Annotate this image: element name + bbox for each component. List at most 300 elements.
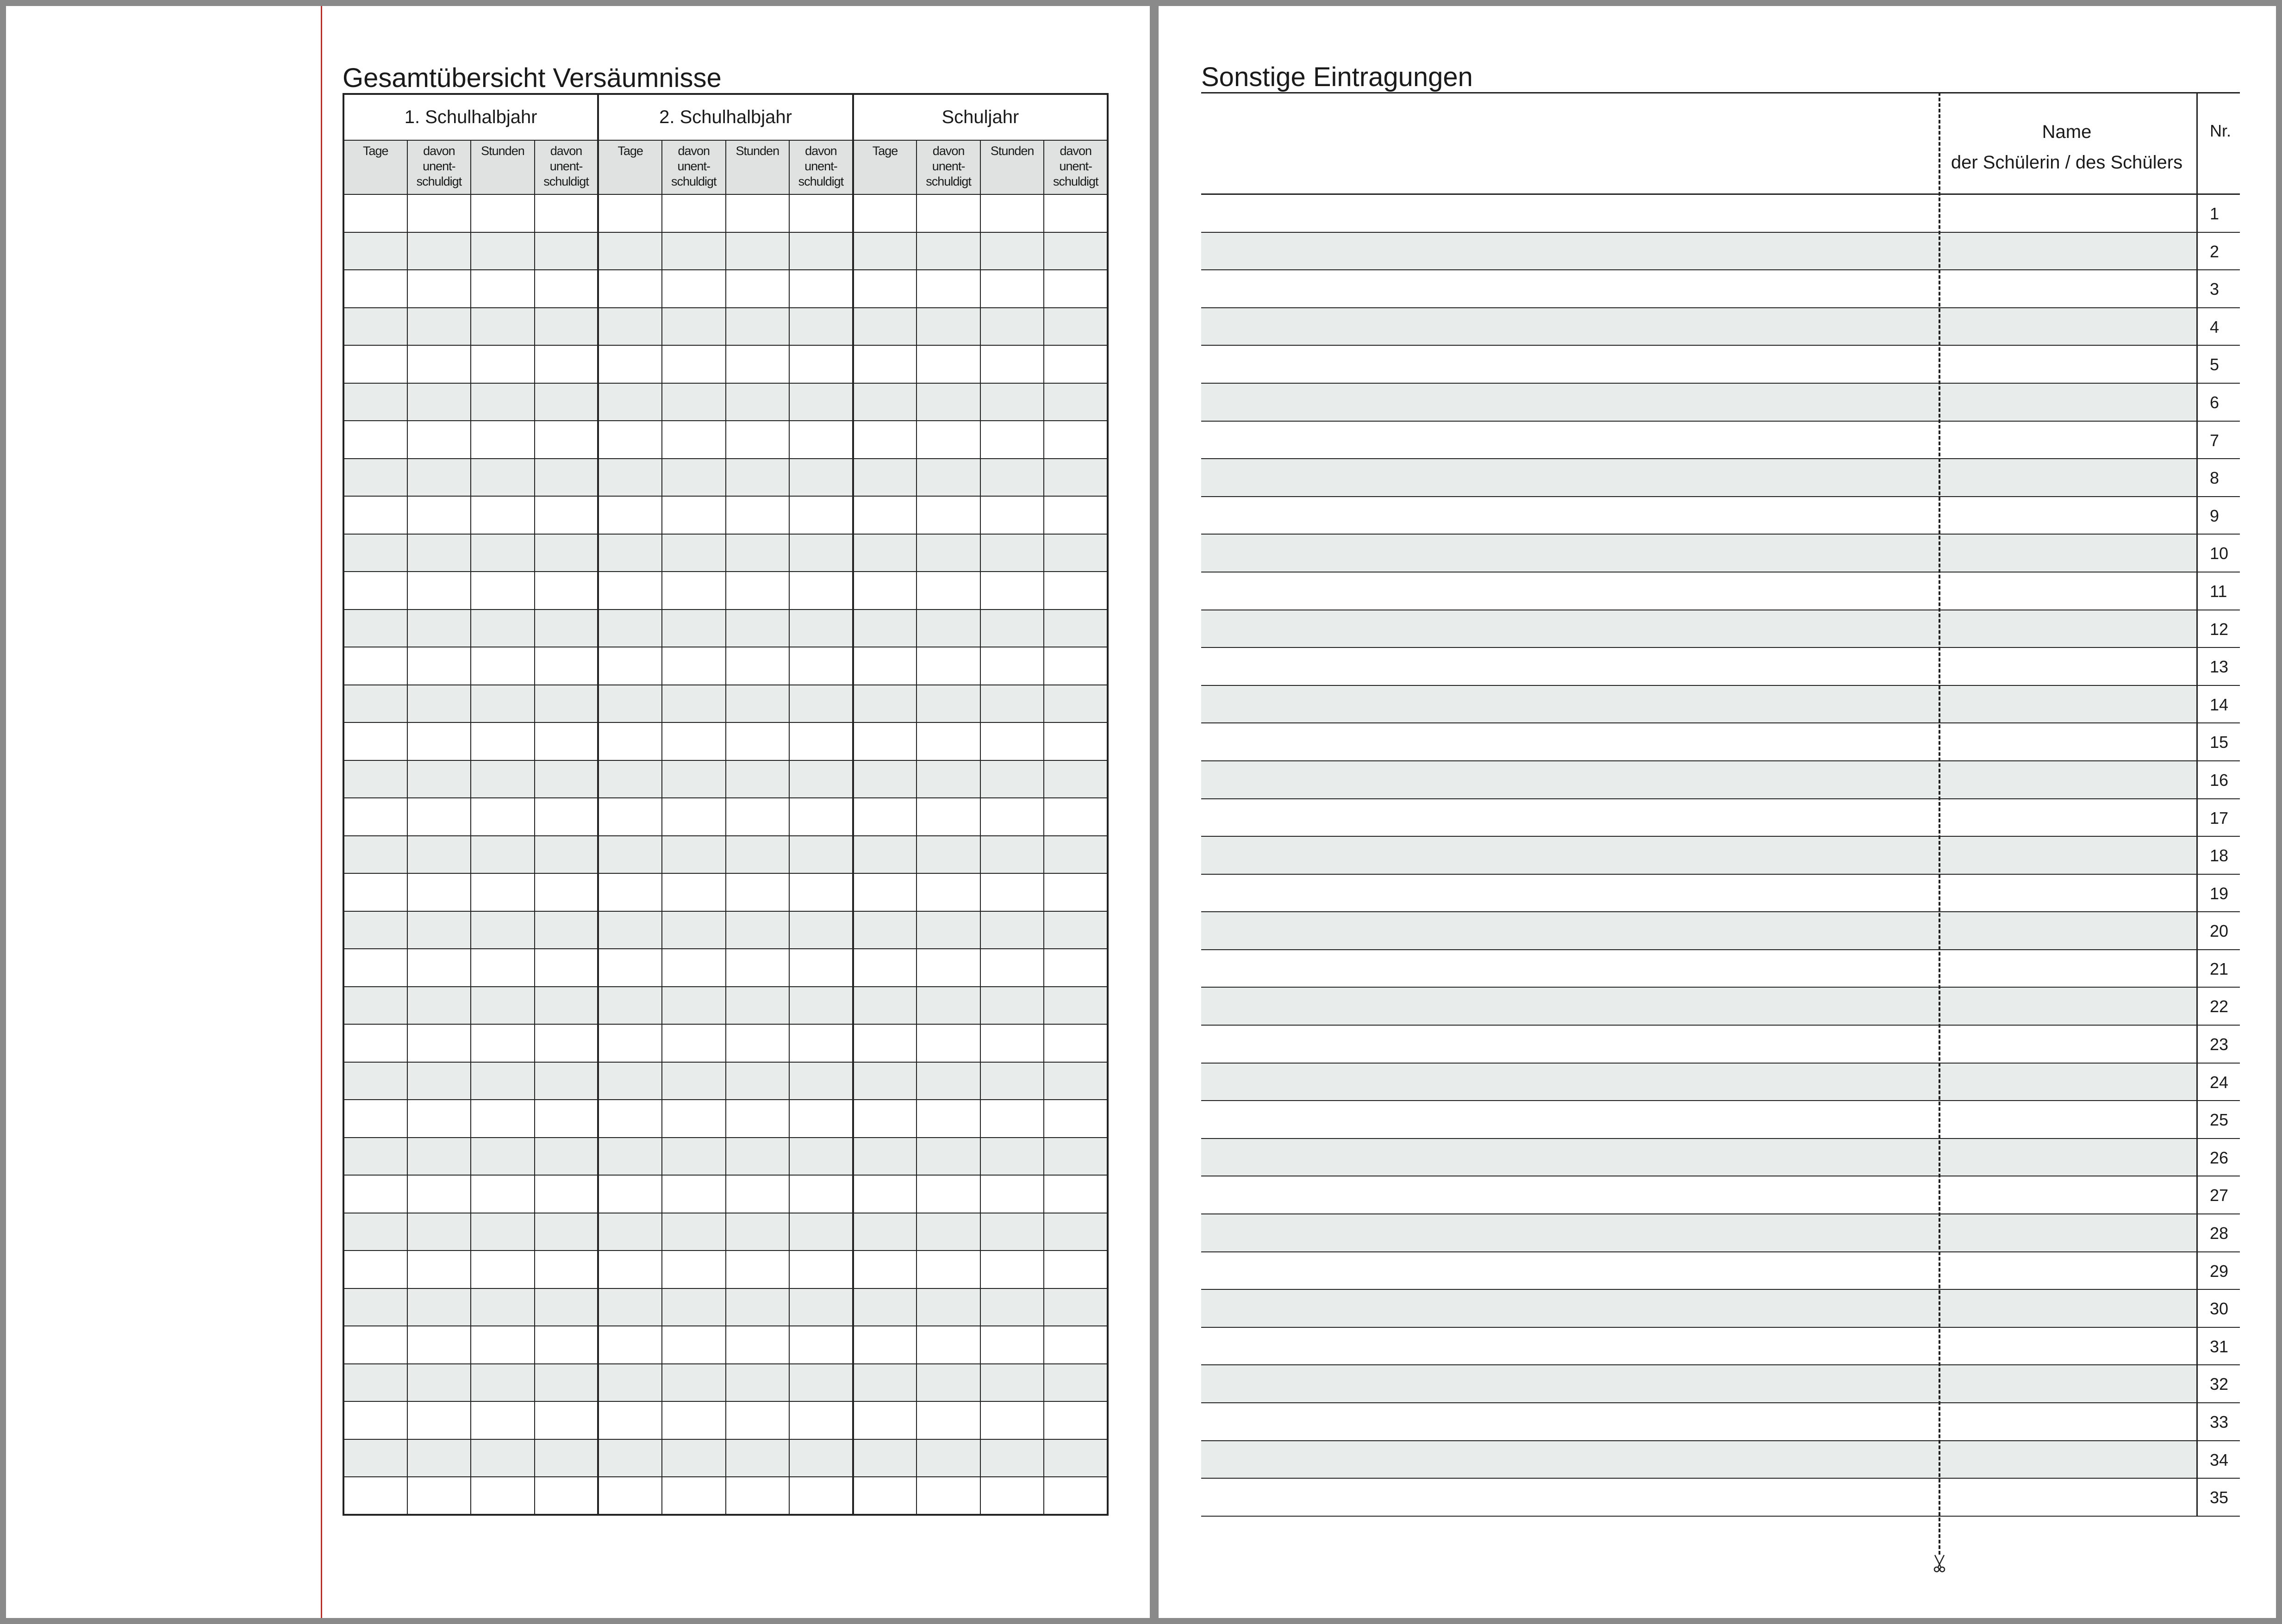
table-cell[interactable] bbox=[407, 496, 471, 534]
table-cell[interactable] bbox=[853, 911, 917, 949]
table-cell[interactable] bbox=[1044, 534, 1108, 572]
table-cell[interactable] bbox=[598, 911, 662, 949]
table-cell[interactable] bbox=[726, 1477, 790, 1515]
table-cell[interactable] bbox=[662, 760, 726, 798]
table-cell[interactable] bbox=[471, 1401, 535, 1439]
entry-text-field[interactable] bbox=[1201, 610, 1937, 647]
table-cell[interactable] bbox=[917, 760, 980, 798]
table-cell[interactable] bbox=[535, 685, 599, 723]
entry-student-name-field[interactable] bbox=[1937, 988, 2196, 1025]
table-cell[interactable] bbox=[853, 1401, 917, 1439]
table-cell[interactable] bbox=[853, 1439, 917, 1477]
table-cell[interactable] bbox=[407, 1288, 471, 1326]
table-cell[interactable] bbox=[535, 270, 599, 308]
table-cell[interactable] bbox=[471, 270, 535, 308]
table-cell[interactable] bbox=[407, 1439, 471, 1477]
table-cell[interactable] bbox=[662, 308, 726, 346]
table-cell[interactable] bbox=[980, 836, 1044, 874]
table-cell[interactable] bbox=[853, 685, 917, 723]
table-cell[interactable] bbox=[980, 459, 1044, 497]
table-cell[interactable] bbox=[407, 345, 471, 383]
table-cell[interactable] bbox=[853, 836, 917, 874]
table-cell[interactable] bbox=[726, 647, 790, 685]
table-cell[interactable] bbox=[789, 421, 853, 459]
entry-student-name-field[interactable] bbox=[1937, 799, 2196, 836]
table-cell[interactable] bbox=[598, 383, 662, 421]
table-cell[interactable] bbox=[1044, 1288, 1108, 1326]
table-cell[interactable] bbox=[471, 987, 535, 1025]
table-cell[interactable] bbox=[980, 308, 1044, 346]
table-cell[interactable] bbox=[789, 1477, 853, 1515]
entry-student-name-field[interactable] bbox=[1937, 572, 2196, 610]
table-cell[interactable] bbox=[407, 610, 471, 647]
table-cell[interactable] bbox=[980, 1401, 1044, 1439]
table-cell[interactable] bbox=[535, 572, 599, 610]
table-cell[interactable] bbox=[662, 647, 726, 685]
table-cell[interactable] bbox=[917, 572, 980, 610]
table-cell[interactable] bbox=[407, 1024, 471, 1062]
table-cell[interactable] bbox=[980, 610, 1044, 647]
table-cell[interactable] bbox=[980, 232, 1044, 270]
entry-student-name-field[interactable] bbox=[1937, 761, 2196, 798]
table-cell[interactable] bbox=[853, 270, 917, 308]
table-cell[interactable] bbox=[853, 345, 917, 383]
table-cell[interactable] bbox=[980, 1364, 1044, 1402]
table-cell[interactable] bbox=[1044, 1326, 1108, 1364]
table-cell[interactable] bbox=[598, 1024, 662, 1062]
table-cell[interactable] bbox=[535, 232, 599, 270]
table-cell[interactable] bbox=[343, 949, 407, 987]
table-cell[interactable] bbox=[598, 647, 662, 685]
table-cell[interactable] bbox=[535, 873, 599, 911]
table-cell[interactable] bbox=[662, 496, 726, 534]
table-cell[interactable] bbox=[407, 232, 471, 270]
table-cell[interactable] bbox=[535, 1251, 599, 1288]
entry-text-field[interactable] bbox=[1201, 195, 1937, 232]
table-cell[interactable] bbox=[980, 421, 1044, 459]
table-cell[interactable] bbox=[535, 836, 599, 874]
table-cell[interactable] bbox=[343, 534, 407, 572]
table-cell[interactable] bbox=[598, 572, 662, 610]
table-cell[interactable] bbox=[535, 911, 599, 949]
entry-text-field[interactable] bbox=[1201, 723, 1937, 760]
table-cell[interactable] bbox=[662, 572, 726, 610]
table-cell[interactable] bbox=[662, 1213, 726, 1251]
table-cell[interactable] bbox=[726, 534, 790, 572]
table-cell[interactable] bbox=[598, 1213, 662, 1251]
table-cell[interactable] bbox=[535, 1288, 599, 1326]
table-cell[interactable] bbox=[853, 496, 917, 534]
table-cell[interactable] bbox=[662, 1439, 726, 1477]
table-cell[interactable] bbox=[1044, 760, 1108, 798]
table-cell[interactable] bbox=[407, 685, 471, 723]
table-cell[interactable] bbox=[726, 1439, 790, 1477]
table-cell[interactable] bbox=[343, 1439, 407, 1477]
entry-student-name-field[interactable] bbox=[1937, 1365, 2196, 1402]
entry-text-field[interactable] bbox=[1201, 308, 1937, 345]
table-cell[interactable] bbox=[343, 1477, 407, 1515]
table-cell[interactable] bbox=[662, 1326, 726, 1364]
entry-text-field[interactable] bbox=[1201, 1441, 1937, 1478]
table-cell[interactable] bbox=[1044, 836, 1108, 874]
table-cell[interactable] bbox=[535, 722, 599, 760]
table-cell[interactable] bbox=[1044, 610, 1108, 647]
table-cell[interactable] bbox=[343, 308, 407, 346]
table-cell[interactable] bbox=[917, 459, 980, 497]
entry-text-field[interactable] bbox=[1201, 761, 1937, 798]
table-cell[interactable] bbox=[662, 1062, 726, 1100]
table-cell[interactable] bbox=[598, 1364, 662, 1402]
table-cell[interactable] bbox=[471, 1477, 535, 1515]
table-cell[interactable] bbox=[407, 760, 471, 798]
table-cell[interactable] bbox=[917, 421, 980, 459]
table-cell[interactable] bbox=[471, 1251, 535, 1288]
table-cell[interactable] bbox=[535, 345, 599, 383]
table-cell[interactable] bbox=[1044, 232, 1108, 270]
table-cell[interactable] bbox=[726, 270, 790, 308]
table-cell[interactable] bbox=[980, 1326, 1044, 1364]
table-cell[interactable] bbox=[535, 1477, 599, 1515]
table-cell[interactable] bbox=[343, 345, 407, 383]
table-cell[interactable] bbox=[662, 1175, 726, 1213]
entry-student-name-field[interactable] bbox=[1937, 195, 2196, 232]
table-cell[interactable] bbox=[789, 1401, 853, 1439]
table-cell[interactable] bbox=[917, 1401, 980, 1439]
table-cell[interactable] bbox=[662, 1477, 726, 1515]
table-cell[interactable] bbox=[789, 647, 853, 685]
table-cell[interactable] bbox=[662, 949, 726, 987]
entry-student-name-field[interactable] bbox=[1937, 233, 2196, 270]
entry-text-field[interactable] bbox=[1201, 1176, 1937, 1213]
table-cell[interactable] bbox=[1044, 1477, 1108, 1515]
table-cell[interactable] bbox=[598, 194, 662, 232]
table-cell[interactable] bbox=[853, 949, 917, 987]
table-cell[interactable] bbox=[853, 987, 917, 1025]
table-cell[interactable] bbox=[598, 1251, 662, 1288]
table-cell[interactable] bbox=[407, 383, 471, 421]
table-cell[interactable] bbox=[1044, 308, 1108, 346]
table-cell[interactable] bbox=[726, 911, 790, 949]
table-cell[interactable] bbox=[980, 1251, 1044, 1288]
table-cell[interactable] bbox=[917, 647, 980, 685]
table-cell[interactable] bbox=[853, 1100, 917, 1138]
entry-text-field[interactable] bbox=[1201, 572, 1937, 610]
table-cell[interactable] bbox=[471, 1024, 535, 1062]
table-cell[interactable] bbox=[853, 383, 917, 421]
table-cell[interactable] bbox=[853, 534, 917, 572]
table-cell[interactable] bbox=[535, 496, 599, 534]
table-cell[interactable] bbox=[535, 1213, 599, 1251]
table-cell[interactable] bbox=[471, 496, 535, 534]
entry-text-field[interactable] bbox=[1201, 270, 1937, 307]
table-cell[interactable] bbox=[343, 760, 407, 798]
table-cell[interactable] bbox=[917, 1288, 980, 1326]
entry-text-field[interactable] bbox=[1201, 875, 1937, 912]
table-cell[interactable] bbox=[789, 308, 853, 346]
table-cell[interactable] bbox=[407, 1401, 471, 1439]
table-cell[interactable] bbox=[598, 496, 662, 534]
table-cell[interactable] bbox=[535, 308, 599, 346]
table-cell[interactable] bbox=[662, 383, 726, 421]
table-cell[interactable] bbox=[789, 383, 853, 421]
table-cell[interactable] bbox=[1044, 647, 1108, 685]
table-cell[interactable] bbox=[853, 722, 917, 760]
table-cell[interactable] bbox=[917, 685, 980, 723]
table-cell[interactable] bbox=[726, 496, 790, 534]
table-cell[interactable] bbox=[535, 1024, 599, 1062]
entry-student-name-field[interactable] bbox=[1937, 1214, 2196, 1251]
table-cell[interactable] bbox=[407, 949, 471, 987]
table-cell[interactable] bbox=[662, 345, 726, 383]
table-cell[interactable] bbox=[343, 873, 407, 911]
table-cell[interactable] bbox=[917, 534, 980, 572]
table-cell[interactable] bbox=[535, 987, 599, 1025]
table-cell[interactable] bbox=[471, 232, 535, 270]
table-cell[interactable] bbox=[789, 194, 853, 232]
table-cell[interactable] bbox=[598, 1175, 662, 1213]
table-cell[interactable] bbox=[980, 534, 1044, 572]
entry-student-name-field[interactable] bbox=[1937, 1441, 2196, 1478]
table-cell[interactable] bbox=[789, 1062, 853, 1100]
table-cell[interactable] bbox=[726, 685, 790, 723]
table-cell[interactable] bbox=[980, 270, 1044, 308]
table-cell[interactable] bbox=[343, 496, 407, 534]
table-cell[interactable] bbox=[789, 1213, 853, 1251]
table-cell[interactable] bbox=[1044, 911, 1108, 949]
table-cell[interactable] bbox=[471, 798, 535, 836]
table-cell[interactable] bbox=[980, 760, 1044, 798]
table-cell[interactable] bbox=[471, 459, 535, 497]
table-cell[interactable] bbox=[917, 1175, 980, 1213]
table-cell[interactable] bbox=[598, 421, 662, 459]
entry-student-name-field[interactable] bbox=[1937, 648, 2196, 685]
table-cell[interactable] bbox=[598, 760, 662, 798]
table-cell[interactable] bbox=[662, 232, 726, 270]
entry-student-name-field[interactable] bbox=[1937, 422, 2196, 459]
table-cell[interactable] bbox=[407, 1477, 471, 1515]
table-cell[interactable] bbox=[407, 1364, 471, 1402]
table-cell[interactable] bbox=[407, 421, 471, 459]
table-cell[interactable] bbox=[535, 1401, 599, 1439]
table-cell[interactable] bbox=[407, 1213, 471, 1251]
table-cell[interactable] bbox=[980, 1024, 1044, 1062]
table-cell[interactable] bbox=[407, 1175, 471, 1213]
entry-student-name-field[interactable] bbox=[1937, 497, 2196, 534]
table-cell[interactable] bbox=[726, 836, 790, 874]
table-cell[interactable] bbox=[343, 911, 407, 949]
table-cell[interactable] bbox=[789, 722, 853, 760]
table-cell[interactable] bbox=[789, 232, 853, 270]
table-cell[interactable] bbox=[789, 873, 853, 911]
table-cell[interactable] bbox=[853, 1326, 917, 1364]
entry-text-field[interactable] bbox=[1201, 497, 1937, 534]
table-cell[interactable] bbox=[1044, 685, 1108, 723]
table-cell[interactable] bbox=[726, 949, 790, 987]
table-cell[interactable] bbox=[662, 722, 726, 760]
table-cell[interactable] bbox=[471, 1213, 535, 1251]
table-cell[interactable] bbox=[662, 836, 726, 874]
table-cell[interactable] bbox=[407, 1100, 471, 1138]
table-cell[interactable] bbox=[407, 308, 471, 346]
table-cell[interactable] bbox=[726, 1213, 790, 1251]
table-cell[interactable] bbox=[535, 1326, 599, 1364]
table-cell[interactable] bbox=[471, 760, 535, 798]
table-cell[interactable] bbox=[726, 987, 790, 1025]
table-cell[interactable] bbox=[471, 534, 535, 572]
entry-student-name-field[interactable] bbox=[1937, 1403, 2196, 1440]
table-cell[interactable] bbox=[917, 345, 980, 383]
table-cell[interactable] bbox=[980, 1062, 1044, 1100]
table-cell[interactable] bbox=[535, 1175, 599, 1213]
table-cell[interactable] bbox=[662, 1401, 726, 1439]
table-cell[interactable] bbox=[853, 798, 917, 836]
entry-student-name-field[interactable] bbox=[1937, 1101, 2196, 1138]
entry-text-field[interactable] bbox=[1201, 686, 1937, 723]
table-cell[interactable] bbox=[598, 1288, 662, 1326]
entry-text-field[interactable] bbox=[1201, 535, 1937, 572]
entry-student-name-field[interactable] bbox=[1937, 875, 2196, 912]
table-cell[interactable] bbox=[407, 798, 471, 836]
table-cell[interactable] bbox=[471, 610, 535, 647]
table-cell[interactable] bbox=[1044, 1138, 1108, 1176]
table-cell[interactable] bbox=[726, 459, 790, 497]
entry-student-name-field[interactable] bbox=[1937, 1026, 2196, 1063]
table-cell[interactable] bbox=[343, 572, 407, 610]
table-cell[interactable] bbox=[662, 987, 726, 1025]
table-cell[interactable] bbox=[726, 1401, 790, 1439]
table-cell[interactable] bbox=[1044, 1100, 1108, 1138]
table-cell[interactable] bbox=[980, 1138, 1044, 1176]
table-cell[interactable] bbox=[1044, 345, 1108, 383]
table-cell[interactable] bbox=[853, 572, 917, 610]
table-cell[interactable] bbox=[789, 610, 853, 647]
table-cell[interactable] bbox=[980, 647, 1044, 685]
entry-student-name-field[interactable] bbox=[1937, 610, 2196, 647]
table-cell[interactable] bbox=[726, 572, 790, 610]
entry-student-name-field[interactable] bbox=[1937, 1328, 2196, 1365]
entry-student-name-field[interactable] bbox=[1937, 723, 2196, 760]
table-cell[interactable] bbox=[980, 873, 1044, 911]
table-cell[interactable] bbox=[917, 610, 980, 647]
table-cell[interactable] bbox=[662, 911, 726, 949]
entry-text-field[interactable] bbox=[1201, 1139, 1937, 1176]
entry-student-name-field[interactable] bbox=[1937, 1139, 2196, 1176]
table-cell[interactable] bbox=[789, 1439, 853, 1477]
table-cell[interactable] bbox=[853, 1024, 917, 1062]
table-cell[interactable] bbox=[471, 421, 535, 459]
table-cell[interactable] bbox=[980, 1100, 1044, 1138]
table-cell[interactable] bbox=[917, 270, 980, 308]
table-cell[interactable] bbox=[917, 1326, 980, 1364]
table-cell[interactable] bbox=[662, 685, 726, 723]
table-cell[interactable] bbox=[471, 685, 535, 723]
table-cell[interactable] bbox=[853, 232, 917, 270]
table-cell[interactable] bbox=[726, 1062, 790, 1100]
entry-student-name-field[interactable] bbox=[1937, 686, 2196, 723]
entry-text-field[interactable] bbox=[1201, 1101, 1937, 1138]
entry-student-name-field[interactable] bbox=[1937, 346, 2196, 383]
table-cell[interactable] bbox=[980, 1439, 1044, 1477]
table-cell[interactable] bbox=[789, 798, 853, 836]
table-cell[interactable] bbox=[917, 1213, 980, 1251]
table-cell[interactable] bbox=[407, 534, 471, 572]
table-cell[interactable] bbox=[598, 345, 662, 383]
table-cell[interactable] bbox=[1044, 194, 1108, 232]
table-cell[interactable] bbox=[1044, 270, 1108, 308]
table-cell[interactable] bbox=[471, 836, 535, 874]
table-cell[interactable] bbox=[407, 647, 471, 685]
table-cell[interactable] bbox=[1044, 421, 1108, 459]
table-cell[interactable] bbox=[598, 308, 662, 346]
table-cell[interactable] bbox=[662, 194, 726, 232]
table-cell[interactable] bbox=[917, 232, 980, 270]
table-cell[interactable] bbox=[598, 1326, 662, 1364]
table-cell[interactable] bbox=[407, 873, 471, 911]
table-cell[interactable] bbox=[535, 798, 599, 836]
table-cell[interactable] bbox=[726, 194, 790, 232]
table-cell[interactable] bbox=[726, 232, 790, 270]
table-cell[interactable] bbox=[726, 1100, 790, 1138]
table-cell[interactable] bbox=[1044, 1251, 1108, 1288]
table-cell[interactable] bbox=[343, 1251, 407, 1288]
entry-text-field[interactable] bbox=[1201, 1479, 1937, 1516]
table-cell[interactable] bbox=[917, 1024, 980, 1062]
table-cell[interactable] bbox=[535, 647, 599, 685]
table-cell[interactable] bbox=[853, 1251, 917, 1288]
table-cell[interactable] bbox=[343, 1364, 407, 1402]
table-cell[interactable] bbox=[535, 383, 599, 421]
table-cell[interactable] bbox=[535, 1062, 599, 1100]
table-cell[interactable] bbox=[471, 1288, 535, 1326]
table-cell[interactable] bbox=[980, 1213, 1044, 1251]
table-cell[interactable] bbox=[598, 1477, 662, 1515]
table-cell[interactable] bbox=[662, 459, 726, 497]
table-cell[interactable] bbox=[535, 1138, 599, 1176]
entry-student-name-field[interactable] bbox=[1937, 1290, 2196, 1327]
entry-student-name-field[interactable] bbox=[1937, 1479, 2196, 1516]
table-cell[interactable] bbox=[853, 194, 917, 232]
table-cell[interactable] bbox=[853, 1364, 917, 1402]
table-cell[interactable] bbox=[726, 798, 790, 836]
table-cell[interactable] bbox=[1044, 496, 1108, 534]
table-cell[interactable] bbox=[662, 270, 726, 308]
table-cell[interactable] bbox=[343, 1138, 407, 1176]
table-cell[interactable] bbox=[471, 873, 535, 911]
table-cell[interactable] bbox=[980, 798, 1044, 836]
table-cell[interactable] bbox=[598, 270, 662, 308]
table-cell[interactable] bbox=[789, 1251, 853, 1288]
entry-student-name-field[interactable] bbox=[1937, 384, 2196, 421]
table-cell[interactable] bbox=[726, 1138, 790, 1176]
entry-text-field[interactable] bbox=[1201, 837, 1937, 874]
table-cell[interactable] bbox=[917, 1251, 980, 1288]
table-cell[interactable] bbox=[726, 1024, 790, 1062]
entry-text-field[interactable] bbox=[1201, 799, 1937, 836]
table-cell[interactable] bbox=[917, 1138, 980, 1176]
entry-text-field[interactable] bbox=[1201, 648, 1937, 685]
table-cell[interactable] bbox=[535, 534, 599, 572]
table-cell[interactable] bbox=[853, 1062, 917, 1100]
table-cell[interactable] bbox=[917, 911, 980, 949]
table-cell[interactable] bbox=[853, 1175, 917, 1213]
table-cell[interactable] bbox=[917, 194, 980, 232]
table-cell[interactable] bbox=[662, 421, 726, 459]
table-cell[interactable] bbox=[343, 383, 407, 421]
table-cell[interactable] bbox=[1044, 1175, 1108, 1213]
table-cell[interactable] bbox=[980, 572, 1044, 610]
entry-text-field[interactable] bbox=[1201, 988, 1937, 1025]
table-cell[interactable] bbox=[726, 308, 790, 346]
